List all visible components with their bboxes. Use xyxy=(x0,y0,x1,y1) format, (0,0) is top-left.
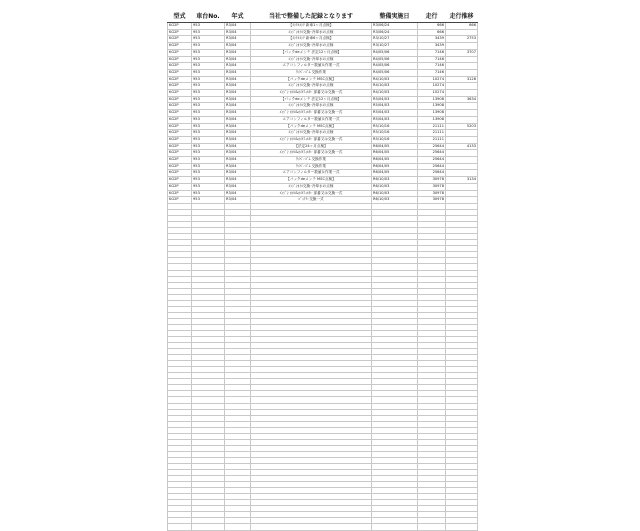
cell-model: KG2P xyxy=(168,43,192,50)
table-row xyxy=(168,183,478,190)
cell-description: ﾜｲﾊﾟｰｺﾞﾑ 交換作業 xyxy=(251,157,372,164)
cell-model: KG2P xyxy=(168,183,192,190)
cell-description: ﾜｲﾊﾟｰｺﾞﾑ 交換作業 xyxy=(251,69,372,76)
cell-model: KG2P xyxy=(168,96,192,103)
cell-service-date: R4/10/03 xyxy=(372,90,418,97)
cell-description: エアコンフィルター数値＆作業一式 xyxy=(251,116,372,123)
cell-chassis-no: 953 xyxy=(192,150,225,157)
cell-description: ｴﾝｼﾞﾝ ｵｲﾙ&ｵｲﾙﾌｨﾙﾀｰ 部番又は交換一式 xyxy=(251,136,372,143)
cell-chassis-no: 953 xyxy=(192,29,225,36)
header-mileage: 走行 xyxy=(418,11,446,23)
cell-chassis-no: 953 xyxy=(192,90,225,97)
cell-service-date: R5/10/16 xyxy=(372,136,418,143)
cell-chassis-no: 953 xyxy=(192,136,225,143)
cell-service-date: R6/04/05 xyxy=(372,150,418,157)
cell-year: R3/04 xyxy=(225,116,251,123)
cell-mileage: 10274 xyxy=(418,90,446,97)
cell-chassis-no: 953 xyxy=(192,63,225,70)
cell-service-date: R4/10/03 xyxy=(372,83,418,90)
cell-description: ｴﾝｼﾞﾝｵｲﾙ交換･冷却水の点検 xyxy=(251,43,372,50)
table-row xyxy=(168,143,478,150)
empty-cell xyxy=(168,524,192,530)
cell-model: KG2P xyxy=(168,136,192,143)
cell-service-date: R6/04/05 xyxy=(372,170,418,177)
cell-service-date: R6/04/05 xyxy=(372,143,418,150)
cell-description: エアコンフィルター数値＆作業一式 xyxy=(251,170,372,177)
cell-chassis-no: 953 xyxy=(192,36,225,43)
cell-description: 【ﾒﾝﾃﾙﾒﾝﾃ 新車1ヶ月点検】 xyxy=(251,23,372,30)
cell-mileage-change: 5203 xyxy=(446,123,478,130)
cell-chassis-no: 953 xyxy=(192,76,225,83)
cell-chassis-no: 953 xyxy=(192,170,225,177)
cell-year: R3/04 xyxy=(225,83,251,90)
cell-service-date: R4/05/06 xyxy=(372,49,418,56)
cell-model: KG2P xyxy=(168,163,192,170)
cell-year: R3/04 xyxy=(225,96,251,103)
cell-service-date: R5/10/16 xyxy=(372,130,418,137)
cell-year: R3/04 xyxy=(225,136,251,143)
cell-mileage-change xyxy=(446,110,478,117)
cell-year: R3/04 xyxy=(225,29,251,36)
cell-description: ﾜｲﾊﾟｰｺﾞﾑ 交換作業 xyxy=(251,163,372,170)
table-row xyxy=(168,163,478,170)
empty-cell xyxy=(446,524,478,530)
table-row xyxy=(168,110,478,117)
table-row xyxy=(168,83,478,90)
cell-service-date: R3/06/24 xyxy=(372,29,418,36)
cell-description: ｴﾝｼﾞﾝ ｵｲﾙ&ｵｲﾙﾌｨﾙﾀｰ 部番又は交換一式 xyxy=(251,90,372,97)
cell-chassis-no: 953 xyxy=(192,83,225,90)
cell-service-date: R5/04/03 xyxy=(372,116,418,123)
empty-cell xyxy=(192,524,225,530)
cell-year: R3/04 xyxy=(225,197,251,204)
cell-year: R3/04 xyxy=(225,76,251,83)
cell-mileage-change xyxy=(446,130,478,137)
cell-mileage: 7146 xyxy=(418,56,446,63)
cell-mileage: 25644 xyxy=(418,163,446,170)
cell-mileage-change: 3707 xyxy=(446,49,478,56)
cell-mileage: 13908 xyxy=(418,103,446,110)
cell-description: ｴﾝｼﾞﾝｵｲﾙ交換･冷却水の点検 xyxy=(251,29,372,36)
cell-service-date: R4/05/06 xyxy=(372,69,418,76)
table-row xyxy=(168,96,478,103)
cell-description: 【パックdeメンテ 法定12ヶ月点検】 xyxy=(251,96,372,103)
cell-mileage: 666 xyxy=(418,23,446,30)
cell-year: R3/04 xyxy=(225,63,251,70)
cell-mileage: 3439 xyxy=(418,43,446,50)
cell-chassis-no: 953 xyxy=(192,130,225,137)
cell-mileage-change xyxy=(446,56,478,63)
table-row xyxy=(168,103,478,110)
cell-mileage: 3439 xyxy=(418,36,446,43)
cell-chassis-no: 953 xyxy=(192,69,225,76)
cell-mileage: 7146 xyxy=(418,69,446,76)
header-chassis-no: 車台No. xyxy=(192,11,225,23)
cell-chassis-no: 953 xyxy=(192,157,225,164)
cell-service-date: R4/05/06 xyxy=(372,63,418,70)
cell-mileage-change: 3634 xyxy=(446,96,478,103)
table-row xyxy=(168,76,478,83)
cell-model: KG2P xyxy=(168,150,192,157)
cell-service-date: R4/10/03 xyxy=(372,76,418,83)
table-row xyxy=(168,23,478,30)
cell-description: ﾊﾞｯﾃﾘｰ交換一式 xyxy=(251,197,372,204)
table-row xyxy=(168,150,478,157)
cell-model: KG2P xyxy=(168,190,192,197)
cell-model: KG2P xyxy=(168,197,192,204)
cell-mileage-change xyxy=(446,183,478,190)
cell-mileage: 10274 xyxy=(418,76,446,83)
cell-model: KG2P xyxy=(168,69,192,76)
cell-mileage-change xyxy=(446,150,478,157)
cell-service-date: R3/10/27 xyxy=(372,36,418,43)
table-row xyxy=(168,197,478,204)
cell-chassis-no: 953 xyxy=(192,110,225,117)
cell-description: ｴﾝｼﾞﾝｵｲﾙ交換･冷却水の点検 xyxy=(251,183,372,190)
cell-mileage: 21111 xyxy=(418,130,446,137)
cell-mileage: 21111 xyxy=(418,136,446,143)
table-row xyxy=(168,136,478,143)
cell-year: R3/04 xyxy=(225,49,251,56)
cell-chassis-no: 953 xyxy=(192,103,225,110)
cell-mileage-change xyxy=(446,63,478,70)
cell-chassis-no: 953 xyxy=(192,123,225,130)
header-year: 年式 xyxy=(225,11,251,23)
cell-description: 【パックdeメンテ MSC点検】 xyxy=(251,177,372,184)
cell-year: R3/04 xyxy=(225,90,251,97)
cell-chassis-no: 953 xyxy=(192,183,225,190)
cell-year: R3/04 xyxy=(225,130,251,137)
cell-year: R3/04 xyxy=(225,177,251,184)
cell-mileage: 30978 xyxy=(418,197,446,204)
table-row xyxy=(168,123,478,130)
cell-model: KG2P xyxy=(168,29,192,36)
cell-year: R3/04 xyxy=(225,183,251,190)
cell-model: KG2P xyxy=(168,49,192,56)
cell-description: ｴﾝｼﾞﾝｵｲﾙ交換･冷却水の点検 xyxy=(251,56,372,63)
cell-mileage-change xyxy=(446,103,478,110)
table-row xyxy=(168,49,478,56)
cell-description: ｴﾝｼﾞﾝ ｵｲﾙ&ｵｲﾙﾌｨﾙﾀｰ 部番又は交換一式 xyxy=(251,150,372,157)
cell-mileage: 30978 xyxy=(418,177,446,184)
cell-year: R3/04 xyxy=(225,150,251,157)
table-row xyxy=(168,90,478,97)
cell-mileage: 7146 xyxy=(418,49,446,56)
cell-mileage-change xyxy=(446,190,478,197)
cell-service-date: R4/05/06 xyxy=(372,56,418,63)
cell-chassis-no: 953 xyxy=(192,190,225,197)
cell-mileage-change xyxy=(446,136,478,143)
cell-year: R3/04 xyxy=(225,110,251,117)
cell-service-date: R5/04/03 xyxy=(372,103,418,110)
header-model: 型式 xyxy=(168,11,192,23)
table-row xyxy=(168,130,478,137)
empty-row xyxy=(168,524,478,530)
cell-mileage: 30978 xyxy=(418,183,446,190)
cell-service-date: R6/04/05 xyxy=(372,157,418,164)
empty-cell xyxy=(418,524,446,530)
cell-description: ｴﾝｼﾞﾝｵｲﾙ交換･冷却水の点検 xyxy=(251,83,372,90)
cell-description: 【パックdeメンテ MSC点検】 xyxy=(251,76,372,83)
cell-model: KG2P xyxy=(168,157,192,164)
cell-mileage: 25644 xyxy=(418,150,446,157)
cell-service-date: R5/04/03 xyxy=(372,96,418,103)
cell-chassis-no: 953 xyxy=(192,96,225,103)
empty-cell xyxy=(225,524,251,530)
cell-service-date: R6/10/03 xyxy=(372,183,418,190)
cell-year: R3/04 xyxy=(225,163,251,170)
cell-model: KG2P xyxy=(168,103,192,110)
cell-model: KG2P xyxy=(168,90,192,97)
cell-mileage-change xyxy=(446,157,478,164)
cell-model: KG2P xyxy=(168,36,192,43)
cell-year: R3/04 xyxy=(225,103,251,110)
cell-model: KG2P xyxy=(168,170,192,177)
cell-chassis-no: 953 xyxy=(192,116,225,123)
cell-mileage: 10274 xyxy=(418,83,446,90)
cell-description: エアコンフィルター数値＆作業一式 xyxy=(251,63,372,70)
cell-model: KG2P xyxy=(168,177,192,184)
cell-mileage-change: 666 xyxy=(446,23,478,30)
cell-description: ｴﾝｼﾞﾝ ｵｲﾙ&ｵｲﾙﾌｨﾙﾀｰ 部番又は交換一式 xyxy=(251,190,372,197)
cell-mileage-change xyxy=(446,197,478,204)
cell-description: ｴﾝｼﾞﾝｵｲﾙ交換･冷却水の点検 xyxy=(251,103,372,110)
cell-model: KG2P xyxy=(168,63,192,70)
cell-year: R3/04 xyxy=(225,157,251,164)
cell-model: KG2P xyxy=(168,23,192,30)
table-row xyxy=(168,56,478,63)
cell-model: KG2P xyxy=(168,123,192,130)
cell-mileage-change: 2753 xyxy=(446,36,478,43)
header-service-date: 整備実施日 xyxy=(372,11,418,23)
cell-service-date: R6/10/03 xyxy=(372,177,418,184)
cell-mileage-change xyxy=(446,29,478,36)
cell-model: KG2P xyxy=(168,143,192,150)
cell-chassis-no: 953 xyxy=(192,49,225,56)
cell-model: KG2P xyxy=(168,116,192,123)
cell-chassis-no: 953 xyxy=(192,43,225,50)
cell-mileage: 25644 xyxy=(418,143,446,150)
cell-mileage: 13908 xyxy=(418,110,446,117)
table-row xyxy=(168,157,478,164)
table-row xyxy=(168,36,478,43)
cell-chassis-no: 953 xyxy=(192,197,225,204)
header-row xyxy=(168,11,478,23)
cell-mileage-change xyxy=(446,116,478,123)
cell-model: KG2P xyxy=(168,130,192,137)
table-row xyxy=(168,190,478,197)
cell-description: ｴﾝｼﾞﾝｵｲﾙ交換･冷却水の点検 xyxy=(251,130,372,137)
cell-chassis-no: 953 xyxy=(192,23,225,30)
cell-description: ｴﾝｼﾞﾝ ｵｲﾙ&ｵｲﾙﾌｨﾙﾀｰ 部番又は交換一式 xyxy=(251,110,372,117)
cell-year: R3/04 xyxy=(225,23,251,30)
cell-service-date: R5/04/03 xyxy=(372,110,418,117)
empty-cell xyxy=(251,524,372,530)
table-row xyxy=(168,63,478,70)
cell-mileage-change xyxy=(446,90,478,97)
cell-model: KG2P xyxy=(168,110,192,117)
cell-mileage-change xyxy=(446,163,478,170)
cell-mileage: 25644 xyxy=(418,170,446,177)
cell-model: KG2P xyxy=(168,56,192,63)
empty-cell xyxy=(372,524,418,530)
cell-description: 【法定24ヶ月点検】 xyxy=(251,143,372,150)
table-row xyxy=(168,69,478,76)
cell-year: R3/04 xyxy=(225,190,251,197)
cell-model: KG2P xyxy=(168,83,192,90)
cell-service-date: R6/04/05 xyxy=(372,163,418,170)
cell-year: R3/04 xyxy=(225,143,251,150)
header-mileage-change: 走行推移 xyxy=(446,11,478,23)
cell-mileage-change xyxy=(446,69,478,76)
table-row xyxy=(168,177,478,184)
cell-mileage-change xyxy=(446,170,478,177)
table-row xyxy=(168,170,478,177)
cell-chassis-no: 953 xyxy=(192,56,225,63)
cell-mileage: 13908 xyxy=(418,116,446,123)
maintenance-record-table xyxy=(167,11,478,531)
cell-chassis-no: 953 xyxy=(192,143,225,150)
cell-service-date: R6/10/03 xyxy=(372,197,418,204)
cell-model: KG2P xyxy=(168,76,192,83)
cell-year: R3/04 xyxy=(225,69,251,76)
cell-mileage: 666 xyxy=(418,29,446,36)
cell-service-date: R3/06/24 xyxy=(372,23,418,30)
cell-chassis-no: 953 xyxy=(192,177,225,184)
cell-mileage: 7146 xyxy=(418,63,446,70)
cell-mileage: 30978 xyxy=(418,190,446,197)
table-row xyxy=(168,43,478,50)
cell-description: 【パックdeメンテ 法定12ヶ月点検】 xyxy=(251,49,372,56)
cell-year: R3/04 xyxy=(225,170,251,177)
cell-mileage: 25644 xyxy=(418,157,446,164)
cell-mileage-change: 4133 xyxy=(446,143,478,150)
cell-service-date: R6/10/03 xyxy=(372,190,418,197)
cell-year: R3/04 xyxy=(225,43,251,50)
cell-mileage: 21111 xyxy=(418,123,446,130)
cell-service-date: R3/10/27 xyxy=(372,43,418,50)
table-row xyxy=(168,116,478,123)
cell-year: R3/04 xyxy=(225,36,251,43)
header-record-description: 当社で整備した記録となります xyxy=(251,11,372,23)
cell-year: R3/04 xyxy=(225,56,251,63)
cell-description: 【ﾒﾝﾃﾙﾒﾝﾃ 新車6ヶ月点検】 xyxy=(251,36,372,43)
cell-mileage-change: 3128 xyxy=(446,76,478,83)
cell-chassis-no: 953 xyxy=(192,163,225,170)
table-row xyxy=(168,29,478,36)
cell-mileage: 13908 xyxy=(418,96,446,103)
cell-description: 【パックdeメンテ MSC点検】 xyxy=(251,123,372,130)
maintenance-record-sheet xyxy=(167,11,477,531)
cell-mileage-change: 3134 xyxy=(446,177,478,184)
cell-service-date: R5/10/16 xyxy=(372,123,418,130)
cell-year: R3/04 xyxy=(225,123,251,130)
cell-mileage-change xyxy=(446,43,478,50)
cell-mileage-change xyxy=(446,83,478,90)
